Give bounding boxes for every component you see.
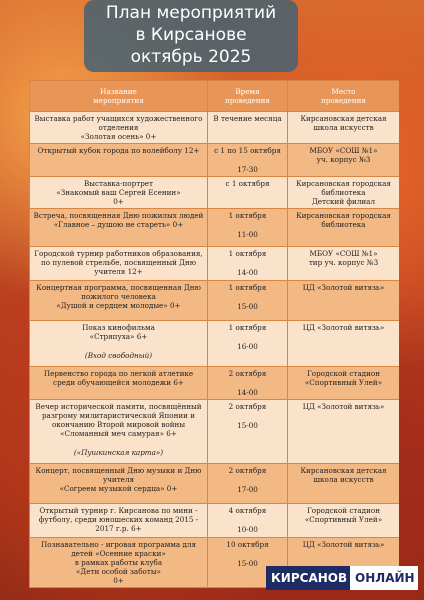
cell-text: Показ кинофильма: [82, 323, 155, 332]
cell-text: МБОУ «СОШ №1»: [309, 146, 378, 155]
cell-text: 4 октября: [228, 506, 267, 515]
cell-text: «Согреем музыкой сердца» 0+: [59, 484, 178, 493]
cell-text: «Стряпуха» 6+: [89, 332, 148, 341]
cell-text: Кирсановская детская школа искусств: [300, 114, 387, 132]
cell-text: Кирсановская городская библиотека: [296, 179, 391, 197]
cell-text: ЦД «Золотой витязь»: [302, 402, 385, 411]
cell-time: [208, 464, 288, 504]
cell-text: 1 октября: [228, 249, 267, 258]
cell-text: 11-00: [237, 230, 258, 239]
cell-text: в рамках работы клуба: [74, 558, 163, 567]
cell-text: «Спортивный Улей»: [304, 515, 383, 524]
cell-place: [288, 321, 400, 367]
cell-time: [208, 247, 288, 281]
cell-text: 15-00: [237, 421, 258, 430]
cell-text: тир уч. корпус №3: [308, 258, 379, 267]
cell-name: [30, 504, 208, 538]
cell-text: 15-00: [237, 302, 258, 311]
title-line-3: октябрь 2025: [130, 47, 252, 67]
cell-text: Открытый турнир г. Кирсанова по мини - футболу, среди юношеских команд 2015 - 2017 г.р. 6+: [38, 506, 199, 533]
cell-name: [30, 177, 208, 209]
cell-name: [30, 281, 208, 321]
cell-text: «Дети особой заботы»: [76, 567, 161, 576]
watermark-part-2: ОНЛАЙН: [350, 566, 418, 590]
header-name: Название мероприятия: [30, 81, 208, 112]
cell-text: Открытый кубок города по волейболу 12+: [37, 146, 200, 155]
cell-text: Концерт, посвященный Дню музыки и Дню учителя: [35, 466, 202, 484]
title-line-1: План мероприятий: [105, 3, 277, 23]
cell-text: Первенство города по легкой атлетике среди обучающейся молодежи 6+: [43, 369, 194, 387]
cell-place: [288, 112, 400, 144]
table-header-row: [30, 81, 400, 112]
cell-text: 17-30: [237, 165, 258, 174]
cell-text: 0+: [113, 576, 124, 585]
table-row: [30, 321, 400, 367]
cell-text: Познавательно - игровая программа для детей «Осенние краски»: [40, 540, 197, 558]
cell-text: 17-00: [237, 485, 258, 494]
cell-name: [30, 321, 208, 367]
cell-place: [288, 464, 400, 504]
cell-name: [30, 464, 208, 504]
cell-note: (Вход свободный): [84, 351, 153, 360]
cell-name: [30, 400, 208, 464]
cell-place: [288, 281, 400, 321]
cell-text: Встреча, посвященная Дню пожилых людей: [33, 211, 204, 220]
cell-text: Выставка-портрет: [83, 179, 154, 188]
cell-text: уч. корпус №3: [316, 155, 371, 164]
cell-place: [288, 247, 400, 281]
cell-text: «Сломанный меч самурая» 6+: [60, 429, 177, 438]
cell-text: ЦД «Золотой витязь»: [302, 283, 385, 292]
cell-name: [30, 247, 208, 281]
cell-place: [288, 504, 400, 538]
cell-time: [208, 367, 288, 400]
table-row: [30, 177, 400, 209]
cell-text: 1 октября: [228, 283, 267, 292]
cell-text: Городской стадион: [307, 369, 380, 378]
cell-text: 0+: [113, 197, 124, 206]
cell-place: [288, 400, 400, 464]
table-row: [30, 281, 400, 321]
cell-text: с 1 по 15 октября: [214, 146, 281, 155]
cell-name: [30, 112, 208, 144]
cell-text: Кирсановская детская школа искусств: [300, 466, 387, 484]
cell-name: [30, 538, 208, 588]
cell-text: «Знакомый ваш Сергей Есенин»: [56, 188, 181, 197]
watermark-part-1: КИРСАНОВ: [266, 566, 350, 590]
cell-text: 14-00: [237, 388, 258, 397]
header-place: Место проведения: [288, 81, 400, 112]
cell-time: [208, 321, 288, 367]
header-time: Время проведения: [208, 81, 288, 112]
watermark-logo: [266, 566, 418, 590]
cell-text: Концертная программа, посвященная Дню пожилого человека: [36, 283, 201, 301]
cell-text: 1 октября: [228, 211, 267, 220]
cell-time: [208, 112, 288, 144]
cell-time: [208, 281, 288, 321]
cell-text: МБОУ «СОШ №1»: [309, 249, 378, 258]
table-row: [30, 367, 400, 400]
table-row: [30, 112, 400, 144]
cell-name: [30, 209, 208, 247]
cell-time: [208, 504, 288, 538]
cell-place: [288, 209, 400, 247]
cell-text: ЦД «Золотой витязь»: [302, 323, 385, 332]
cell-text: 15-00: [237, 559, 258, 568]
cell-text: «Спортивный Улей»: [304, 378, 383, 387]
events-table: [29, 80, 399, 588]
cell-text: Городской стадион: [307, 506, 380, 515]
cell-text: В течение месяца: [213, 114, 282, 123]
cell-text: 10 октября: [226, 540, 269, 549]
title-line-2: в Кирсанове: [135, 25, 247, 45]
cell-text: 10-00: [237, 525, 258, 534]
cell-place: [288, 144, 400, 177]
cell-name: [30, 144, 208, 177]
cell-text: 16-00: [237, 342, 258, 351]
cell-text: Городской турнир работников образования, по пулевой стрельбе, посвященный Дню учителя 12+: [34, 249, 203, 276]
cell-note: («Пушкинская карта»): [73, 448, 164, 457]
cell-time: [208, 177, 288, 209]
cell-text: с 1 октября: [225, 179, 270, 188]
cell-text: «Золотая осень» 0+: [80, 132, 157, 141]
cell-text: 2 октября: [228, 402, 267, 411]
table-row: [30, 144, 400, 177]
table-row: [30, 504, 400, 538]
table-row: [30, 464, 400, 504]
cell-text: Выставка работ учащихся художественного отделения: [34, 114, 203, 132]
cell-time: [208, 209, 288, 247]
table-row: [30, 400, 400, 464]
table-row: [30, 247, 400, 281]
cell-text: «Душой и сердцем молодые» 0+: [56, 301, 181, 310]
cell-place: [288, 177, 400, 209]
cell-text: «Главное – душою не стареть» 0+: [53, 220, 184, 229]
cell-text: Детский филиал: [311, 197, 376, 206]
cell-text: Кирсановская городская библиотека: [296, 211, 391, 229]
cell-time: [208, 144, 288, 177]
cell-time: [208, 400, 288, 464]
cell-text: Вечер исторической памяти, посвящённый разгрому милитаристической Японии и окончанию Второй мировой войны: [35, 402, 202, 429]
table-body: [30, 112, 400, 588]
cell-text: 14-00: [237, 268, 258, 277]
cell-place: [288, 367, 400, 400]
cell-text: 2 октября: [228, 466, 267, 475]
cell-text: ЦД «Золотой витязь»: [302, 540, 385, 549]
title-banner: [84, 0, 298, 72]
cell-name: [30, 367, 208, 400]
table-row: [30, 209, 400, 247]
cell-text: 2 октября: [228, 369, 267, 378]
cell-text: 1 октября: [228, 323, 267, 332]
events-table-container: [29, 80, 399, 600]
